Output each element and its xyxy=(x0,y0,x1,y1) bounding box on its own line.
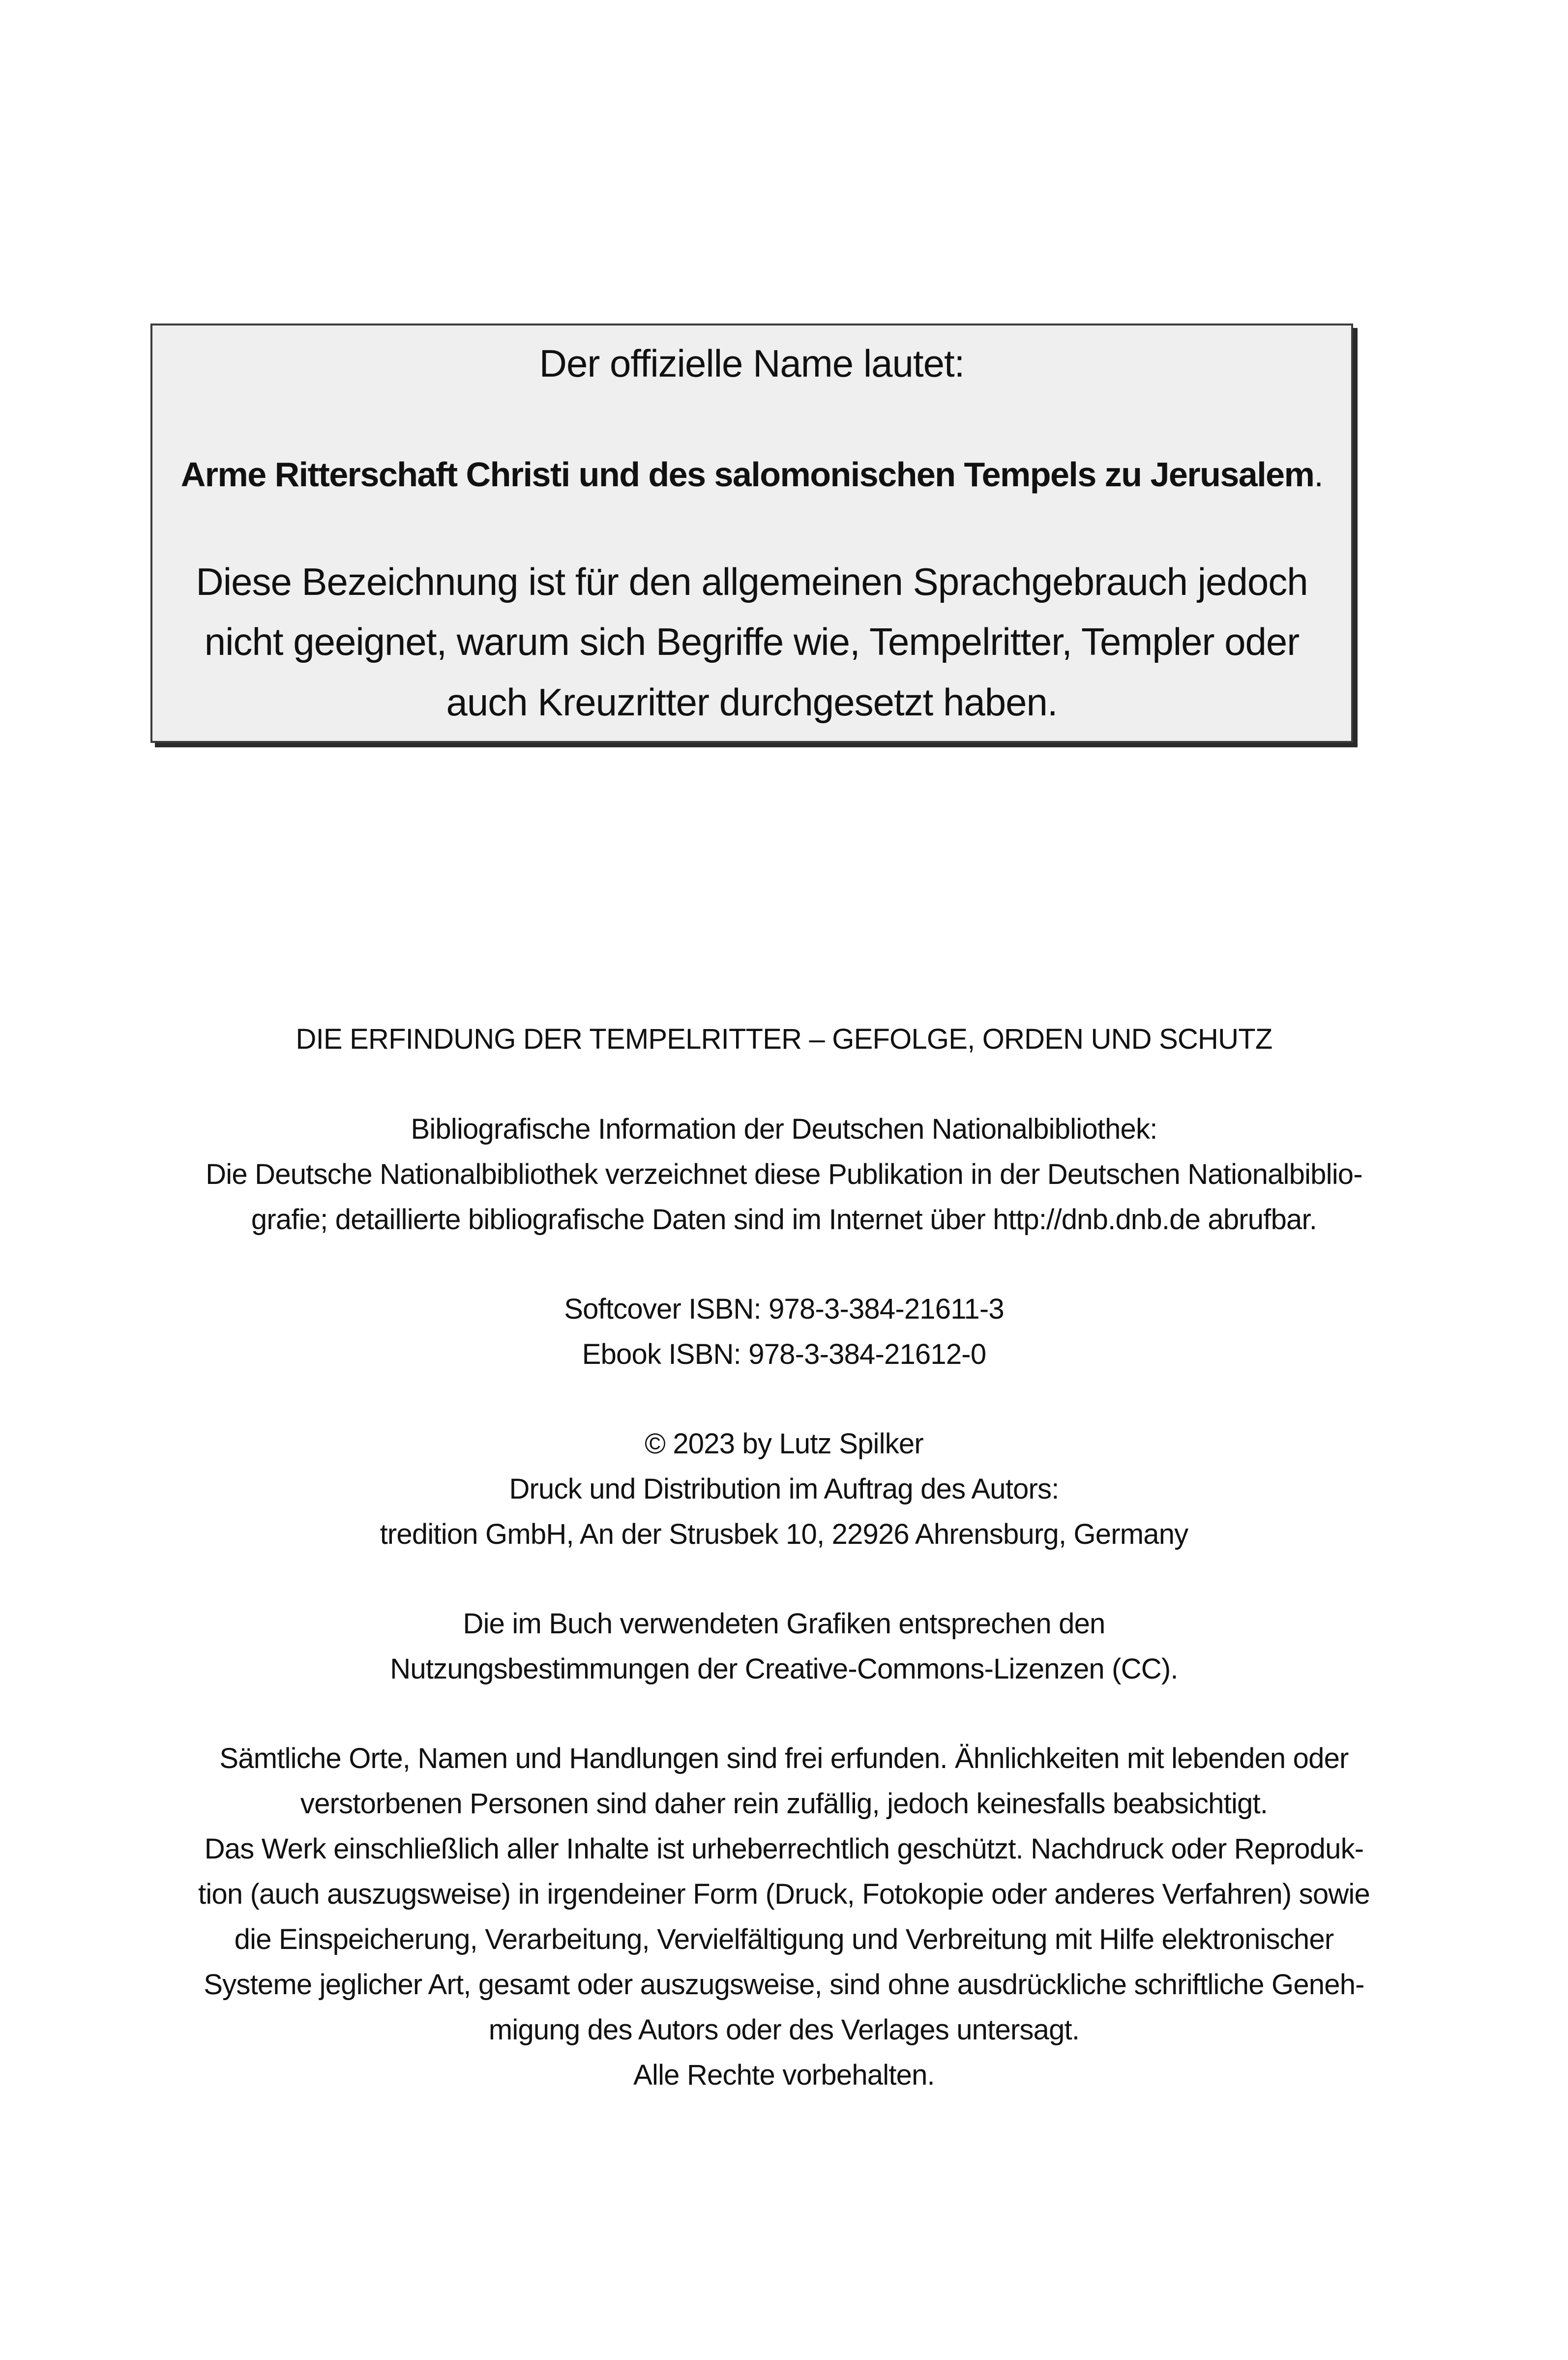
bibliographic-line-2: Die Deutsche Nationalbibliothek verzeichnet diese Publikation in der Deutschen Nationalbiblio- xyxy=(206,1158,1362,1190)
disclaimer-line-1: Sämtliche Orte, Namen und Handlungen sind frei erfunden. Ähnlichkeiten mit lebenden oder xyxy=(219,1742,1349,1774)
official-name-period: . xyxy=(1314,455,1323,494)
publisher-address: tredition GmbH, An der Strusbek 10, 22926 Ahrensburg, Germany xyxy=(380,1518,1188,1550)
copyright-line: © 2023 by Lutz Spilker xyxy=(645,1428,923,1460)
official-name-text: Arme Ritterschaft Christi und des salomonischen Tempels zu Jerusalem xyxy=(180,455,1314,494)
isbn-ebook: Ebook ISBN: 978-3-384-21612-0 xyxy=(582,1338,986,1370)
box-intro: Der offizielle Name lautet: xyxy=(539,342,965,385)
disclaimer-line-6: Systeme jeglicher Art, gesamt oder auszugsweise, sind ohne ausdrückliche schriftliche Geneh- xyxy=(204,1969,1364,2001)
explanation-line-1: Diese Bezeichnung ist für den allgemeinen Sprachgebrauch jedoch xyxy=(196,560,1308,603)
graphics-line-1: Die im Buch verwendeten Grafiken entsprechen den xyxy=(463,1608,1105,1640)
rights-reserved: Alle Rechte vorbehalten. xyxy=(633,2059,935,2091)
distribution-line: Druck und Distribution im Auftrag des Autors: xyxy=(509,1473,1059,1505)
official-name-box xyxy=(150,324,1353,743)
explanation-line-3: auch Kreuzritter durchgesetzt haben. xyxy=(446,680,1058,724)
bibliographic-line-3: grafie; detaillierte bibliografische Daten sind im Internet über http://dnb.dnb.de abrufbar. xyxy=(251,1204,1317,1236)
bibliographic-line-1: Bibliografische Information der Deutschen Nationalbibliothek: xyxy=(411,1113,1157,1145)
explanation-line-2: nicht geeignet, warum sich Begriffe wie, Tempelritter, Templer oder xyxy=(204,620,1300,663)
official-name xyxy=(152,457,1351,492)
isbn-softcover: Softcover ISBN: 978-3-384-21611-3 xyxy=(564,1293,1004,1325)
disclaimer-line-2: verstorbenen Personen sind daher rein zufällig, jedoch keinesfalls beabsichtigt. xyxy=(300,1788,1268,1820)
disclaimer-line-7: migung des Autors oder des Verlages untersagt. xyxy=(488,2014,1080,2046)
disclaimer-line-5: die Einspeicherung, Verarbeitung, Vervielfältigung und Verbreitung mit Hilfe elektronischer xyxy=(234,1923,1334,1955)
disclaimer-line-4: tion (auch auszugsweise) in irgendeiner Form (Druck, Fotokopie oder anderes Verfahren) sowie xyxy=(198,1878,1370,1910)
disclaimer-line-3: Das Werk einschließlich aller Inhalte ist urheberrechtlich geschützt. Nachdruck oder Reproduk- xyxy=(204,1833,1364,1865)
graphics-line-2: Nutzungsbestimmungen der Creative-Commons-Lizenzen (CC). xyxy=(390,1653,1178,1685)
imprint-title: DIE ERFINDUNG DER TEMPELRITTER – GEFOLGE, ORDEN UND SCHUTZ xyxy=(296,1023,1272,1055)
